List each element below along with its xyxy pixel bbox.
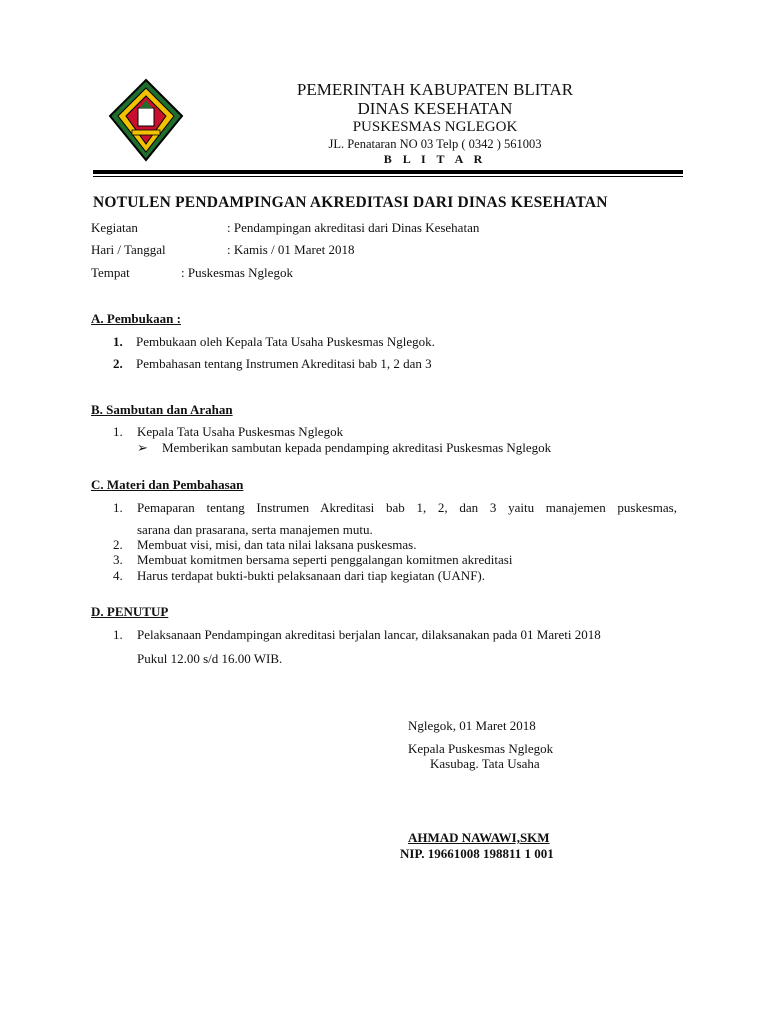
section-c-item-4-text: Harus terdapat bukti-bukti pelaksanaan dari tiap kegiatan (UANF). bbox=[137, 568, 485, 583]
letterhead-address: JL. Penataran NO 03 Telp ( 0342 ) 561003 bbox=[328, 137, 542, 151]
section-c-item-3-text: Membuat komitmen bersama seperti penggalangan komitmen akreditasi bbox=[137, 552, 513, 567]
section-d-heading: D. PENUTUP bbox=[91, 604, 169, 619]
section-d-item-1-continuation: Pukul 12.00 s/d 16.00 WIB. bbox=[137, 651, 283, 666]
meta-kegiatan-label: Kegiatan bbox=[91, 220, 138, 235]
section-c-item-1-text: Pemaparan tentang Instrumen Akreditasi bab 1, 2, dan 3 yaitu manajemen puskesmas, bbox=[137, 500, 677, 515]
arrow-bullet-icon: ➢ bbox=[137, 440, 148, 455]
signature-position: Kepala Puskesmas Nglegok bbox=[408, 741, 554, 756]
section-b-item-1-text: Kepala Tata Usaha Puskesmas Nglegok bbox=[137, 424, 344, 439]
section-c-item-1-number: 1. bbox=[113, 500, 123, 515]
section-b-heading: B. Sambutan dan Arahan bbox=[91, 402, 233, 417]
section-b-item-1-number: 1. bbox=[113, 424, 123, 439]
signature-place-date: Nglegok, 01 Maret 2018 bbox=[408, 718, 536, 733]
section-c-item-1-continuation: sarana dan prasarana, serta manajemen mutu. bbox=[137, 522, 373, 537]
section-a-item-1-text: Pembukaan oleh Kepala Tata Usaha Puskesmas Nglegok. bbox=[136, 334, 435, 349]
section-c-item-3-number: 3. bbox=[113, 552, 123, 567]
meta-tempat-value: : Puskesmas Nglegok bbox=[181, 265, 293, 280]
section-a-item-2-text: Pembahasan tentang Instrumen Akreditasi bab 1, 2 dan 3 bbox=[136, 356, 432, 371]
letterhead-unit: PUSKESMAS NGLEGOK bbox=[352, 119, 518, 135]
letterhead-agency: DINAS KESEHATAN bbox=[357, 99, 513, 118]
signature-subposition: Kasubag. Tata Usaha bbox=[430, 756, 540, 771]
signatory-nip: NIP. 19661008 198811 1 001 bbox=[400, 846, 554, 861]
section-d-item-1-text: Pelaksanaan Pendampingan akreditasi berjalan lancar, dilaksanakan pada 01 Mareti 2018 bbox=[137, 627, 601, 642]
section-a-item-1-number: 1. bbox=[113, 334, 123, 349]
letterhead-divider-thick bbox=[93, 170, 683, 174]
section-b-subitem: Memberikan sambutan kepada pendamping akreditasi Puskesmas Nglegok bbox=[162, 440, 552, 455]
signatory-name: AHMAD NAWAWI,SKM bbox=[408, 830, 550, 845]
section-c-item-2-number: 2. bbox=[113, 537, 123, 552]
letterhead-government: PEMERINTAH KABUPATEN BLITAR bbox=[296, 80, 574, 99]
section-c-item-2-text: Membuat visi, misi, dan tata nilai laksana puskesmas. bbox=[137, 537, 417, 552]
section-a-heading: A. Pembukaan : bbox=[91, 311, 181, 326]
meta-hari-value: : Kamis / 01 Maret 2018 bbox=[227, 242, 355, 257]
meta-hari-label: Hari / Tanggal bbox=[91, 242, 166, 257]
letterhead-divider-thin bbox=[93, 176, 683, 177]
kabupaten-blitar-logo bbox=[108, 78, 184, 162]
section-c-item-4-number: 4. bbox=[113, 568, 123, 583]
section-c-heading: C. Materi dan Pembahasan bbox=[91, 477, 244, 492]
meta-kegiatan-value: : Pendampingan akreditasi dari Dinas Kesehatan bbox=[227, 220, 480, 235]
section-a-item-2-number: 2. bbox=[113, 356, 123, 371]
section-d-item-1-number: 1. bbox=[113, 627, 123, 642]
document-title: NOTULEN PENDAMPINGAN AKREDITASI DARI DINAS KESEHATAN bbox=[93, 194, 608, 211]
meta-tempat-label: Tempat bbox=[91, 265, 130, 280]
letterhead-city: B L I T A R bbox=[383, 152, 487, 166]
